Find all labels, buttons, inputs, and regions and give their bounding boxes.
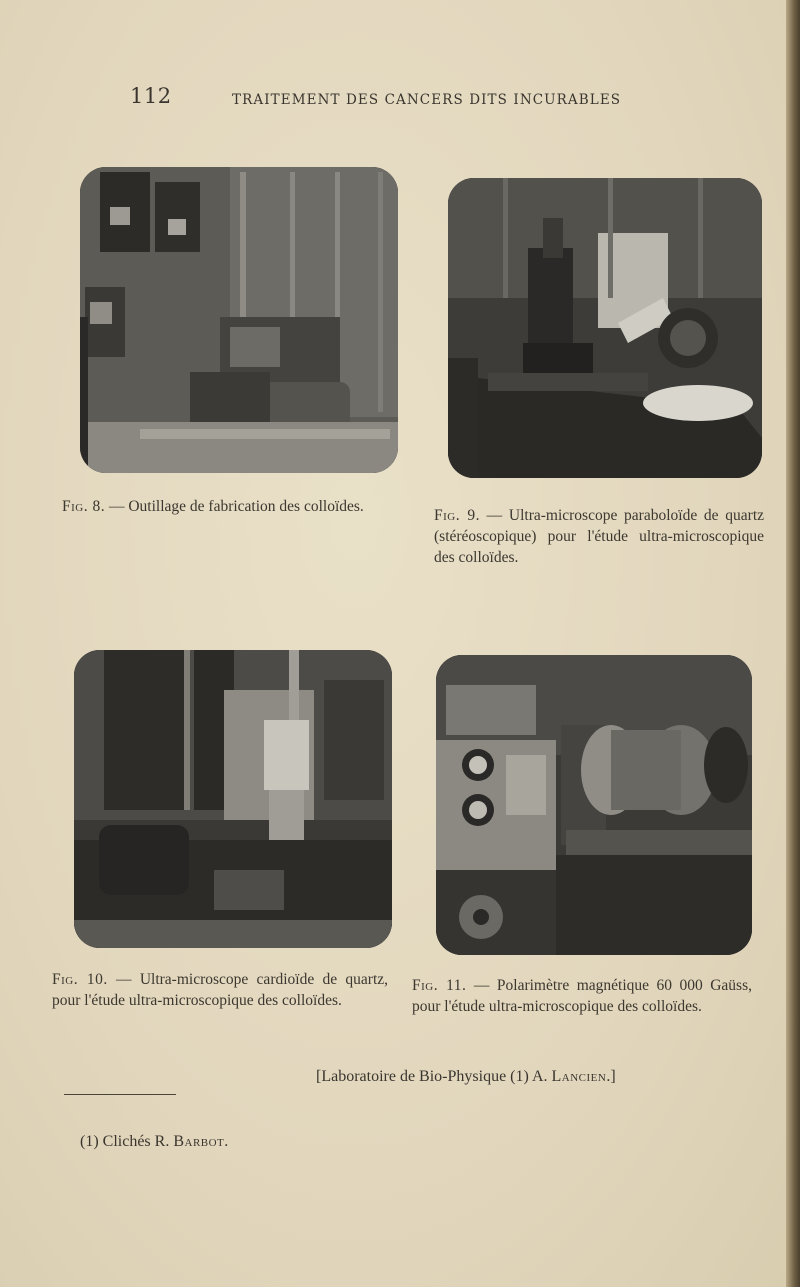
credit-suffix: .] <box>606 1068 616 1085</box>
credit-name: Lancien <box>551 1068 607 1085</box>
figure-10-photo <box>74 650 392 948</box>
page-header <box>0 84 786 114</box>
footnote-rule <box>64 1094 176 1095</box>
footnote <box>80 1133 228 1151</box>
laboratory-credit <box>316 1068 616 1086</box>
figure-9-photo <box>448 178 762 478</box>
figure-9-label: Fig. 9. <box>434 507 480 524</box>
running-title: TRAITEMENT DES CANCERS DITS INCURABLES <box>232 92 622 108</box>
figure-8-caption-text: — Outillage de fabrication des colloïdes. <box>108 498 364 515</box>
footnote-prefix: (1) Clichés R. <box>80 1133 170 1150</box>
figure-11-caption-text: — Polarimètre magnétique 60 000 Gaüss, pour l'étude ultra-microscopique des colloïdes. <box>412 977 753 1015</box>
credit-prefix: [Laboratoire de Bio-Physique (1) A. <box>316 1068 548 1085</box>
figure-9-caption <box>434 505 764 568</box>
figure-8-label: Fig. 8. <box>62 498 106 515</box>
figure-10-caption <box>52 969 388 1011</box>
figure-8-caption <box>62 496 396 517</box>
figure-11-label: Fig. 11. <box>412 977 467 994</box>
figure-8-photo <box>80 167 398 473</box>
footnote-suffix: . <box>224 1133 229 1150</box>
footnote-name: Barbot <box>173 1133 225 1150</box>
figure-9-caption-text: — Ultra-microscope paraboloïde de quartz (stéréoscopique) pour l'étude ultra-microscopique des colloïdes. <box>434 507 765 566</box>
figure-11-photo <box>436 655 752 955</box>
figure-10-caption-text: — Ultra-microscope cardioïde de quartz, pour l'étude ultra-microscopique des colloïdes. <box>52 971 389 1009</box>
page-number: 112 <box>130 84 172 108</box>
book-spine-shadow <box>786 0 800 1287</box>
figure-10-label: Fig. 10. <box>52 971 108 988</box>
figure-11-caption <box>412 975 752 1017</box>
